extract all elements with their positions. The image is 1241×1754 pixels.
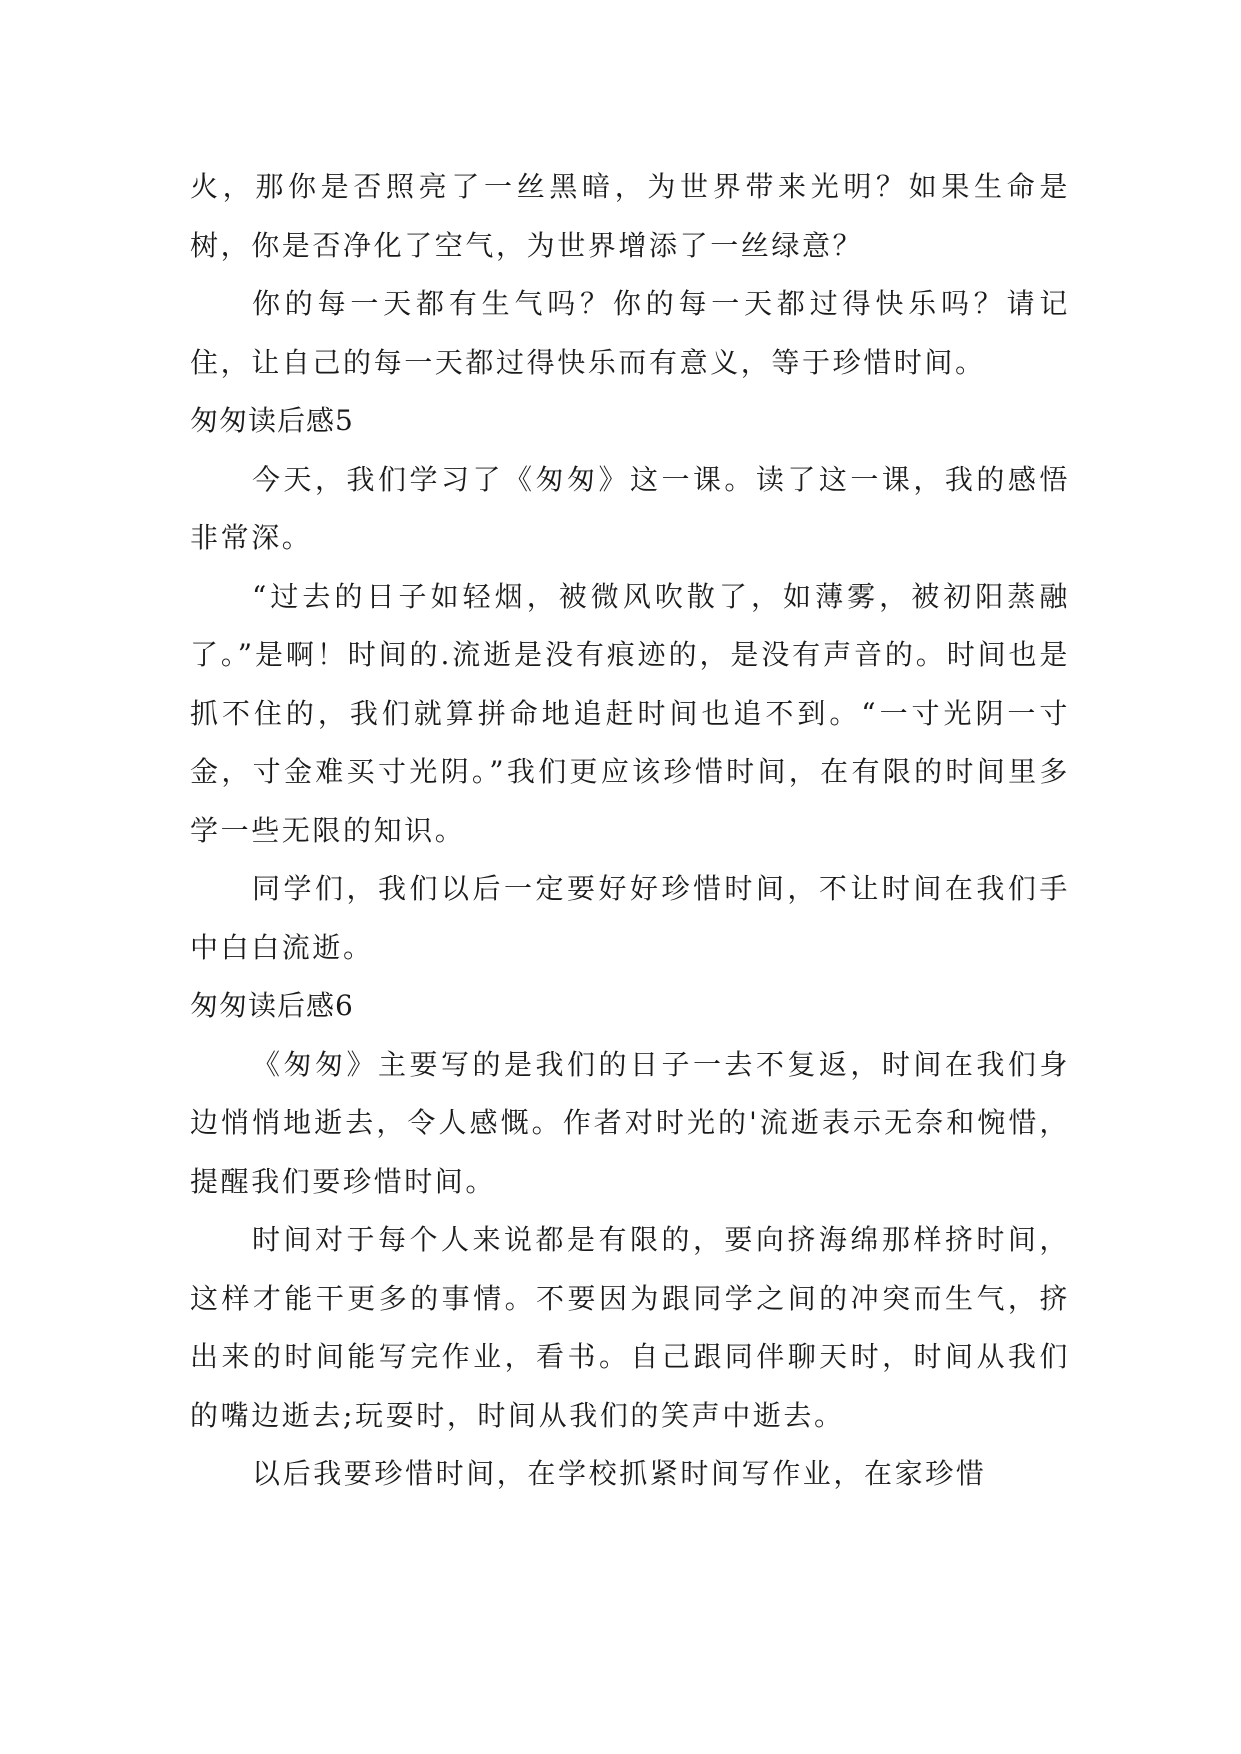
paragraph: 以后我要珍惜时间，在学校抓紧时间写作业，在家珍惜	[252, 1457, 987, 1490]
paragraph: 《匆匆》主要写的是我们的日子一去不复返，时间在我们身边悄悄地逝去，令人感慨。作者对时光的'流逝表示无奈和惋惜，提醒我们要珍惜时间。	[190, 1047, 1070, 1198]
document-body	[190, 158, 1070, 1504]
paragraph: 今天，我们学习了《匆匆》这一课。读了这一课，我的感悟非常深。	[190, 462, 1070, 554]
paragraph: 你的每一天都有生气吗？你的每一天都过得快乐吗？请记住，让自己的每一天都过得快乐而有意义，等于珍惜时间。	[190, 287, 1070, 379]
section-heading: 匆匆读后感6	[190, 989, 354, 1022]
section-heading: 匆匆读后感5	[190, 404, 354, 437]
paragraph-continuation: 火，那你是否照亮了一丝黑暗，为世界带来光明？如果生命是树，你是否净化了空气，为世界增添了一丝绿意？	[190, 170, 1070, 262]
paragraph: 时间对于每个人来说都是有限的，要向挤海绵那样挤时间，这样才能干更多的事情。不要因为跟同学之间的冲突而生气，挤出来的时间能写完作业，看书。自己跟同伴聊天时，时间从我们的嘴边逝去;玩耍时，时间从我们的笑声中逝去。	[190, 1223, 1070, 1432]
paragraph: 同学们，我们以后一定要好好珍惜时间，不让时间在我们手中白白流逝。	[190, 872, 1070, 964]
paragraph: “过去的日子如轻烟，被微风吹散了，如薄雾，被初阳蒸融了。”是啊！时间的.流逝是没有痕迹的，是没有声音的。时间也是抓不住的，我们就算拼命地追赶时间也追不到。“一寸光阴一寸金，寸金难买寸光阴。”我们更应该珍惜时间，在有限的时间里多学一些无限的知识。	[190, 579, 1070, 847]
